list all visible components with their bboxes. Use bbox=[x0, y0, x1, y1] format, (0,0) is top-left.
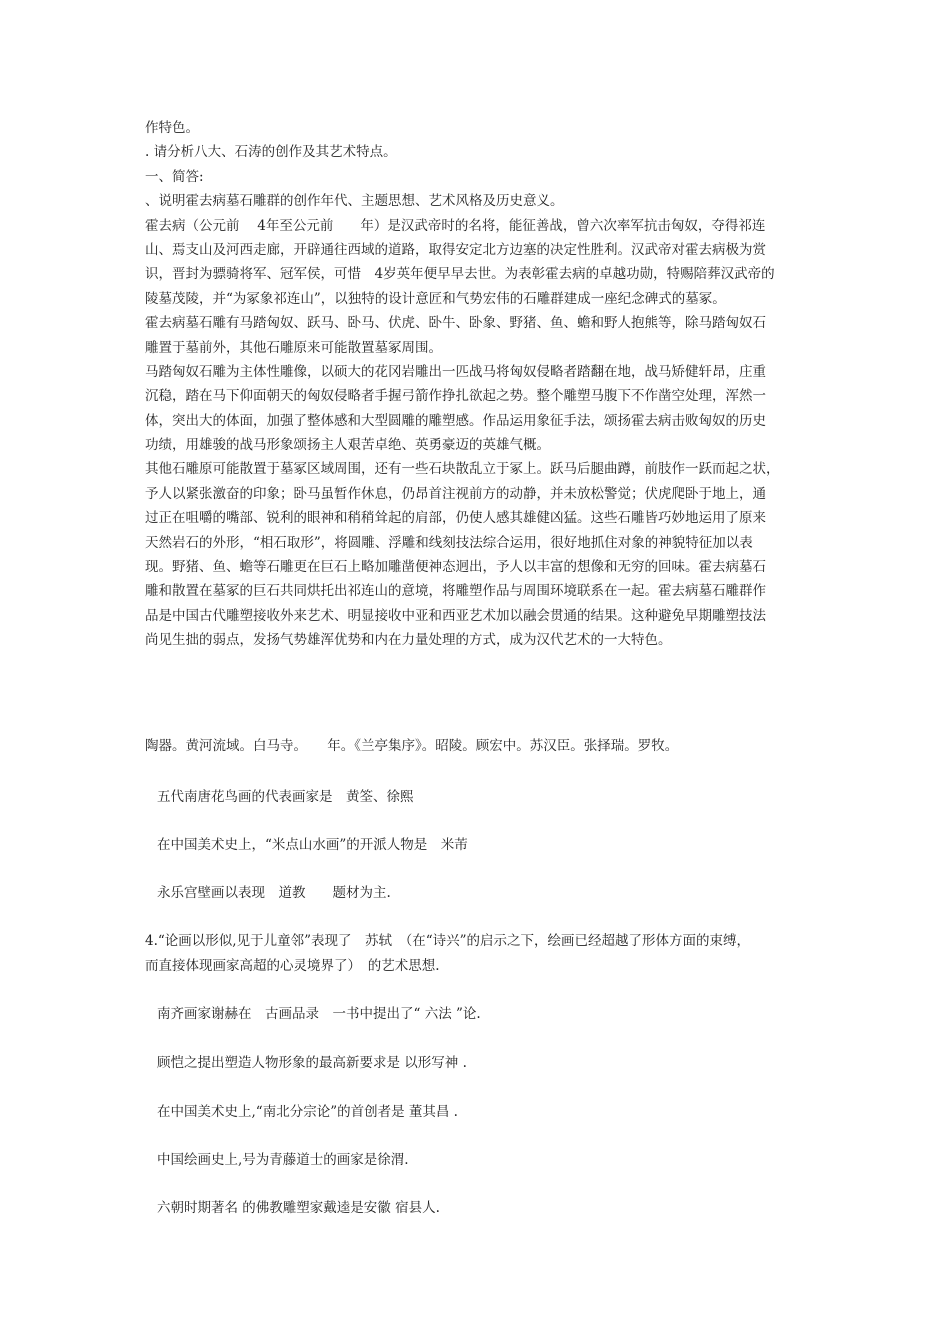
fill-in-item: 南齐画家谢赫在 古画品录 一书中提出了“ 六法 ”论. bbox=[157, 1006, 481, 1022]
fill-in-item: 在中国美术史上,“南北分宗论”的首创者是 董其昌 . bbox=[157, 1104, 458, 1120]
answer-line: 功绩，用雄骏的战马形象颂扬主人艰苦卓绝、英勇豪迈的英雄气概。 bbox=[145, 437, 550, 454]
fill-in-item: 永乐宫壁画以表现 道教 题材为主. bbox=[157, 885, 391, 901]
essay-section bbox=[145, 116, 813, 653]
fill-in-item: 五代南唐花鸟画的代表画家是 黄筌、徐熙 bbox=[157, 789, 414, 805]
answer-line: 沉稳，踏在马下仰面朝天的匈奴侵略者手握弓箭作挣扎欲起之势。整个雕塑马腹下不作凿空处理，浑然一 bbox=[145, 388, 766, 405]
answer-line: 予人以紧张激奋的印象；卧马虽暂作休息，仍昂首注视前方的动静，并未放松警觉；伏虎爬卧于地上，通 bbox=[145, 485, 766, 502]
answer-line: 体，突出大的体面，加强了整体感和大型圆雕的雕塑感。作品运用象征手法，颂扬霍去病击败匈奴的历史 bbox=[145, 412, 766, 429]
answer-line: 尚见生拙的弱点，发扬气势雄浑优势和内在力量处理的方式，成为汉代艺术的一大特色。 bbox=[145, 632, 672, 649]
answer-line: 霍去病（公元前 4年至公元前 年）是汉武帝时的名将，能征善战，曾六次率军抗击匈奴，夺得祁连 bbox=[145, 217, 766, 234]
answer-line: 识，晋封为骠骑将军、冠军侯，可惜 4岁英年便早早去世。为表彰霍去病的卓越功勋，特赐陪葬汉武帝的 bbox=[145, 266, 775, 283]
fill-in-item: 六朝时期著名 的佛教雕塑家戴逵是安徽 宿县人. bbox=[157, 1200, 440, 1216]
answer-line: 过正在咀嚼的嘴部、锐利的眼神和稍稍耸起的肩部，仍使人感其雄健凶猛。这些石雕皆巧妙地运用了原来 bbox=[145, 510, 766, 527]
section-heading: 一、简答: bbox=[145, 168, 204, 185]
question-line: . 请分析八大、石涛的创作及其艺术特点。 bbox=[145, 144, 397, 161]
answer-line: 品是中国古代雕塑接收外来艺术、明显接收中亚和西亚艺术加以融会贯通的结果。这种避免早期雕塑技法 bbox=[145, 607, 766, 624]
fill-in-item: 在中国美术史上，“米点山水画”的开派人物是 米芾 bbox=[157, 837, 468, 853]
answer-line: 现。野猪、鱼、蟾等石雕更在巨石上略加雕凿便神态迥出，予人以丰富的想像和无穷的回味。霍去病墓石 bbox=[145, 559, 766, 576]
answer-line: 天然岩石的外形，“相石取形”，将圆雕、浮雕和线刻技法综合运用，很好地抓住对象的神貌特征加以表 bbox=[145, 534, 753, 551]
answer-line: 陵墓茂陵，并“为冢象祁连山”，以独特的设计意匠和气势宏伟的石雕群建成一座纪念碑式的墓冢。 bbox=[145, 290, 726, 307]
fill-in-item: 中国绘画史上,号为青藤道士的画家是徐渭. bbox=[157, 1152, 409, 1168]
question-line: 、说明霍去病墓石雕群的创作年代、主题思想、艺术风格及历史意义。 bbox=[145, 193, 564, 210]
answer-line: 雕和散置在墓冢的巨石共同烘托出祁连山的意境，将雕塑作品与周围环境联系在一起。霍去病墓石雕群作 bbox=[145, 583, 766, 600]
text-line: 作特色。 bbox=[145, 120, 199, 136]
keywords-line: 陶器。黄河流域。白马寺。 年。《兰亭集序》。昭陵。顾宏中。苏汉臣。张择瑞。罗牧。 bbox=[145, 738, 679, 754]
fill-in-item-continuation: 而直接体现画家高超的心灵境界了） 的艺术思想. bbox=[145, 958, 440, 974]
fill-in-item: 4.“论画以形似,见于儿童邻”表现了 苏轼 （在“诗兴”的启示之下，绘画已经超越了形体方面的束缚， bbox=[145, 933, 751, 949]
answer-line: 雕置于墓前外，其他石雕原来可能散置墓冢周围。 bbox=[145, 339, 442, 356]
answer-line: 山、焉支山及河西走廊，开辟通往西域的道路，取得安定北方边塞的决定性胜利。汉武帝对霍去病极为赏 bbox=[145, 241, 766, 258]
answer-line: 马踏匈奴石雕为主体性雕像，以硕大的花冈岩雕出一匹战马将匈奴侵略者踏翻在地，战马矫健轩昂，庄重 bbox=[145, 363, 766, 380]
fill-in-item: 顾恺之提出塑造人物形象的最高新要求是 以形写神 . bbox=[157, 1055, 467, 1071]
answer-line: 霍去病墓石雕有马踏匈奴、跃马、卧马、伏虎、卧牛、卧象、野猪、鱼、蟾和野人抱熊等，除马踏匈奴石 bbox=[145, 315, 766, 332]
answer-line: 其他石雕原可能散置于墓冢区域周围，还有一些石块散乱立于冢上。跃马后腿曲蹲，前肢作一跃而起之状， bbox=[145, 461, 780, 478]
